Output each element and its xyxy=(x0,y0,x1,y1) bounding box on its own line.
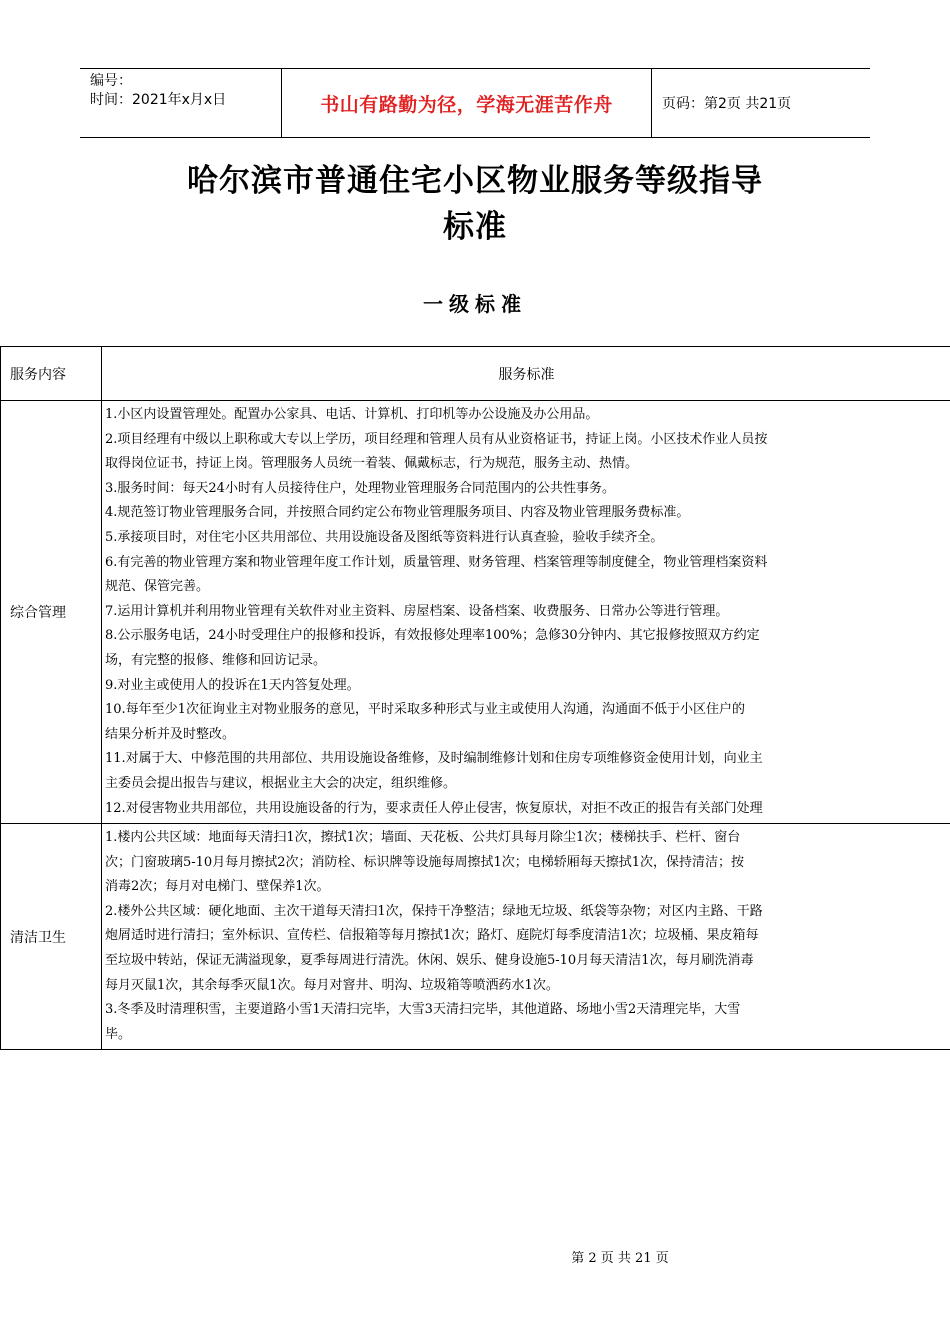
service-standard-table xyxy=(0,346,950,1050)
standard-line: 次；门窗玻璃5-10月每月擦拭2次；消防栓、标识牌等设施每周擦拭1次；电梯轿厢每天擦拭1次，保持清洁；按 xyxy=(105,854,745,870)
header-motto: 书山有路勤为径，学海无涯苦作舟 xyxy=(282,69,652,137)
standard-line: 炮屑适时进行清扫；室外标识、宣传栏、信报箱等每月擦拭1次；路灯、庭院灯每季度清洁1次；垃圾桶、果皮箱每 xyxy=(105,928,759,944)
standard-line: 6.有完善的物业管理方案和物业管理年度工作计划，质量管理、财务管理、档案管理等制度健全，物业管理档案资料 xyxy=(105,554,768,570)
col-header-service-standard: 服务标准 xyxy=(102,347,950,401)
standard-line: 10.每年至少1次征询业主对物业服务的意见，平时采取多种形式与业主或使用人沟通，沟通面不低于小区住户的 xyxy=(105,702,745,718)
page-footer: 第 2 页 共 21 页 xyxy=(571,1251,669,1266)
row-content xyxy=(102,824,950,1050)
standard-line: 1.小区内设置管理处。配置办公家具、电话、计算机、打印机等办公设施及办公用品。 xyxy=(105,407,599,422)
standard-line: 4.规范签订物业管理服务合同，并按照合同约定公布物业管理服务项目、内容及物业管理服务费标准。 xyxy=(105,505,690,521)
standard-line: 2.项目经理有中级以上职称或大专以上学历，项目经理和管理人员有从业资格证书，持证上岗。小区技术作业人员按 xyxy=(105,431,768,447)
standard-line: 8.公示服务电话，24小时受理住户的报修和投诉，有效报修处理率100%；急修30分钟内、其它报修按照双方约定 xyxy=(105,628,760,644)
standard-line: 至垃圾中转站，保证无满溢现象，夏季每周进行清洗。休闲、娱乐、健身设施5-10月每天清洁1次，每月刷洗消毒 xyxy=(105,953,754,969)
row-category: 综合管理 xyxy=(1,401,102,824)
standard-line: 取得岗位证书，持证上岗。管理服务人员统一着装、佩戴标志，行为规范，服务主动、热情。 xyxy=(105,456,639,472)
title-line-1: 哈尔滨市普通住宅小区物业服务等级指导 xyxy=(187,163,763,199)
header-page-number: 页码：第2页 共21页 xyxy=(662,96,792,112)
row-category: 清洁卫生 xyxy=(1,824,102,1050)
row-content xyxy=(102,401,950,824)
standard-line: 2.楼外公共区域：硬化地面、主次干道每天清扫1次，保持干净整洁；绿地无垃圾、纸袋等杂物；对区内主路、干路 xyxy=(105,903,763,919)
document-title xyxy=(0,158,950,250)
standard-line: 12.对侵害物业共用部位，共用设施设备的行为，要求责任人停止侵害，恢复原状，对拒不改正的报告有关部门处理 xyxy=(105,800,763,816)
standard-line: 9.对业主或使用人的投诉在1天内答复处理。 xyxy=(105,677,360,693)
header-meta xyxy=(80,69,282,137)
table-header-row xyxy=(1,347,950,401)
standard-line: 3.服务时间：每天24小时有人员接待住户，处理物业管理服务合同范围内的公共性事务。 xyxy=(105,480,615,496)
standard-line: 5.承接项目时，对住宅小区共用部位、共用设施设备及图纸等资料进行认真查验，验收手续齐全。 xyxy=(105,529,664,545)
table-row xyxy=(1,401,950,824)
page-header xyxy=(80,68,870,138)
standard-line: 7.运用计算机并利用物业管理有关软件对业主资料、房屋档案、设备档案、收费服务、日常办公等进行管理。 xyxy=(105,603,729,619)
date-label: 时间：2021年x月x日 xyxy=(90,92,227,108)
col-header-service-content: 服务内容 xyxy=(1,347,102,401)
title-line-2: 标准 xyxy=(443,209,507,245)
standard-line: 场，有完整的报修、维修和回访记录。 xyxy=(105,652,327,668)
standard-line: 每月灭鼠1次，其余每季灭鼠1次。每月对窨井、明沟、垃圾箱等喷洒药水1次。 xyxy=(105,977,559,993)
table-row xyxy=(1,824,950,1050)
standard-line: 规范、保管完善。 xyxy=(105,579,210,595)
standard-line: 3.冬季及时清理积雪，主要道路小雪1天清扫完毕，大雪3天清扫完毕，其他道路、场地小雪2天清理完毕，大雪 xyxy=(105,1002,741,1018)
standard-line: 结果分析并及时整改。 xyxy=(105,726,236,742)
standard-line: 毕。 xyxy=(105,1026,132,1042)
section-subtitle: 一级标准 xyxy=(423,292,527,316)
standard-line: 主委员会提出报告与建议，根据业主大会的决定，组织维修。 xyxy=(105,775,457,791)
serial-label: 编号： xyxy=(90,73,132,89)
standard-line: 11.对属于大、中修范围的共用部位、共用设施设备维修，及时编制维修计划和住房专项维修资金使用计划，向业主 xyxy=(105,751,763,767)
standard-line: 消毒2次；每月对电梯门、壁保养1次。 xyxy=(105,879,330,895)
standard-line: 1.楼内公共区域：地面每天清扫1次，擦拭1次；墙面、天花板、公共灯具每月除尘1次；楼梯扶手、栏杆、窗台 xyxy=(105,830,741,846)
